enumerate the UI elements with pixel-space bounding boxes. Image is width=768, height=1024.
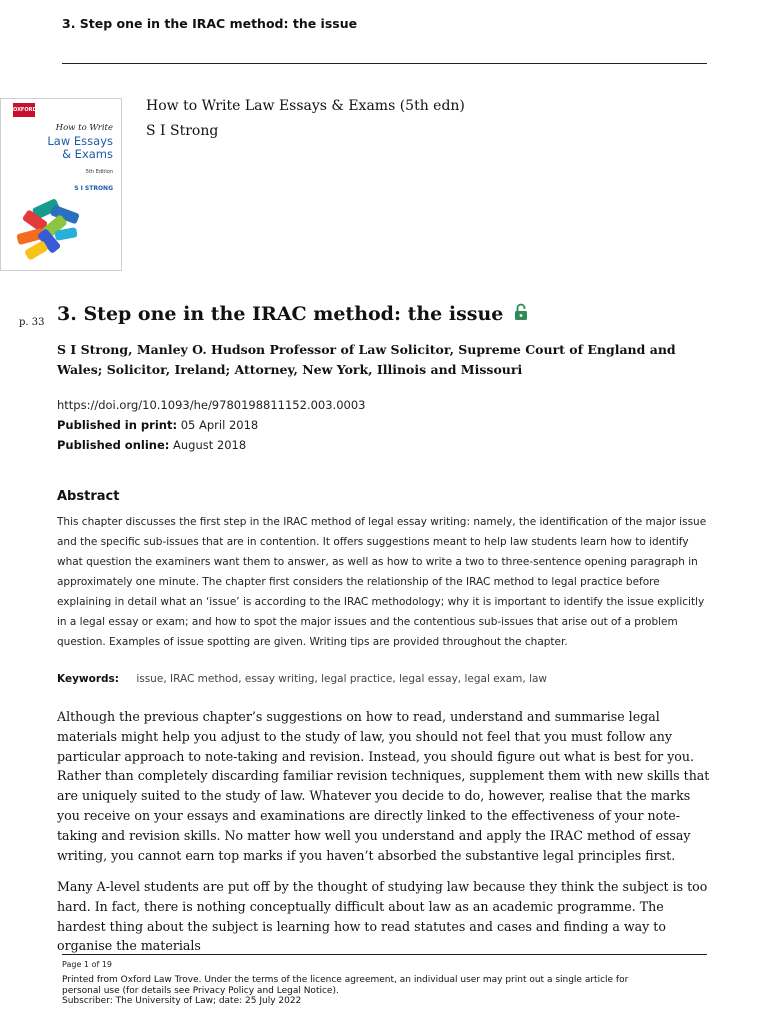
footer-notice bbox=[62, 975, 702, 1007]
book-cover[interactable] bbox=[0, 98, 122, 271]
book-title[interactable]: How to Write Law Essays & Exams (5th edn) bbox=[146, 98, 465, 114]
keywords bbox=[57, 673, 547, 685]
running-header: 3. Step one in the IRAC method: the issue bbox=[62, 16, 358, 31]
published-online-label: Published online: bbox=[57, 438, 170, 452]
cover-title bbox=[1, 135, 113, 161]
footer-line-3: Subscriber: The University of Law; date: 25 July 2022 bbox=[62, 996, 302, 1006]
keyword-separator: , bbox=[392, 673, 400, 685]
keywords-list bbox=[136, 673, 547, 685]
open-lock-icon bbox=[514, 303, 528, 321]
published-print-label: Published in print: bbox=[57, 418, 178, 432]
publisher-badge: OXFORD bbox=[13, 103, 35, 117]
chapter-authors: S I Strong, Manley O. Hudson Professor of Law Solicitor, Supreme Court of England and Wales; Solicitor, Ireland; Attorney, New York, Illinois and Missouri bbox=[57, 342, 676, 377]
footer-page-current: 1 bbox=[83, 960, 90, 969]
chapter-title-block bbox=[57, 303, 528, 325]
footer-page-label: Page bbox=[62, 960, 82, 969]
footer-page-total: 19 bbox=[101, 960, 113, 969]
keyword-separator: , bbox=[238, 673, 245, 685]
cover-title-line1: Law Essays bbox=[47, 134, 113, 148]
footer-divider bbox=[62, 954, 707, 955]
keyword-link[interactable]: legal exam bbox=[464, 673, 523, 685]
cover-howto-text: How to Write bbox=[55, 123, 113, 133]
doi-link[interactable]: https://doi.org/10.1093/he/9780198811152.003.0003 bbox=[57, 398, 366, 412]
cover-edition: 5th Edition bbox=[85, 169, 113, 175]
keyword-separator: , bbox=[314, 673, 322, 685]
abstract-heading: Abstract bbox=[57, 489, 120, 504]
keyword-link[interactable]: IRAC method bbox=[170, 673, 239, 685]
keywords-label: Keywords: bbox=[57, 673, 119, 685]
footer-line-2: personal use (for details see Privacy Policy and Legal Notice). bbox=[62, 985, 339, 996]
cover-title-line2: & Exams bbox=[62, 147, 113, 161]
keyword-separator: , bbox=[457, 673, 465, 685]
published-print bbox=[57, 415, 365, 435]
header-divider bbox=[62, 63, 707, 64]
body-paragraph-1: Although the previous chapter’s suggestions on how to read, understand and summarise legal materials might help you adjust to the study of law, you should not feel that you must follow any particular approach to note-taking and revision. Instead, you should figure out what is best for you. Rather than completely discarding familiar revision techniques, supplement them with new skills that are uniquely suited to the study of law. Whatever you decide to do, however, realise that the marks you receive on your essays and examinations are directly linked to the effectiveness of your note-taking and revision skills. No matter how well you understand and apply the IRAC method of essay writing, you cannot earn top marks if you haven’t absorbed the substantive legal principles first. bbox=[57, 709, 710, 863]
keyword-link[interactable]: law bbox=[529, 673, 548, 685]
publication-meta bbox=[57, 395, 365, 455]
abstract-text: This chapter discusses the first step in the IRAC method of legal essay writing: namely, the identification of the major issue and the specific sub-issues that are in contention. It offers suggestions meant to help law students learn how to identify what question the examiners want them to answer, as well as how to write a two to three-sentence opening paragraph in approximately one minute. The chapter first considers the relationship of the IRAC method to legal practice before explaining in detail what an ‘issue’ is according to the IRAC methodology; why it is important to identify the issue explicitly in a legal essay or exam; and how to spot the major issues and the contentious sub-issues that arise out of a problem question. Examples of issue spotting are given. Writing tips are provided throughout the chapter. bbox=[57, 516, 707, 648]
page-marker: p. 33 bbox=[19, 317, 45, 328]
chapter-title: 3. Step one in the IRAC method: the issue bbox=[57, 303, 504, 325]
keyword-link[interactable]: legal essay bbox=[399, 673, 458, 685]
cover-artwork bbox=[11, 199, 91, 265]
footer-line-1: Printed from Oxford Law Trove. Under the terms of the licence agreement, an individual user may print out a single article for bbox=[62, 975, 629, 985]
keyword-link[interactable]: issue bbox=[136, 673, 164, 685]
book-author: S I Strong bbox=[146, 123, 219, 139]
footer-page-count bbox=[62, 960, 112, 969]
keyword-link[interactable]: essay writing bbox=[244, 673, 315, 685]
published-online-date: August 2018 bbox=[173, 438, 247, 452]
published-print-date: 05 April 2018 bbox=[180, 418, 259, 432]
published-online bbox=[57, 435, 365, 455]
cover-author: S I STRONG bbox=[74, 185, 113, 192]
keyword-separator: , bbox=[163, 673, 170, 685]
footer-page-of: of bbox=[91, 960, 100, 969]
keyword-separator: , bbox=[522, 673, 530, 685]
keyword-link[interactable]: legal practice bbox=[321, 673, 393, 685]
body-paragraph-2: Many A-level students are put off by the thought of studying law because they think the subject is too hard. In fact, there is nothing conceptually difficult about law as an academic programme. The hardest thing about the subject is learning how to read statutes and cases and finding a way to organise the materials bbox=[57, 879, 708, 954]
